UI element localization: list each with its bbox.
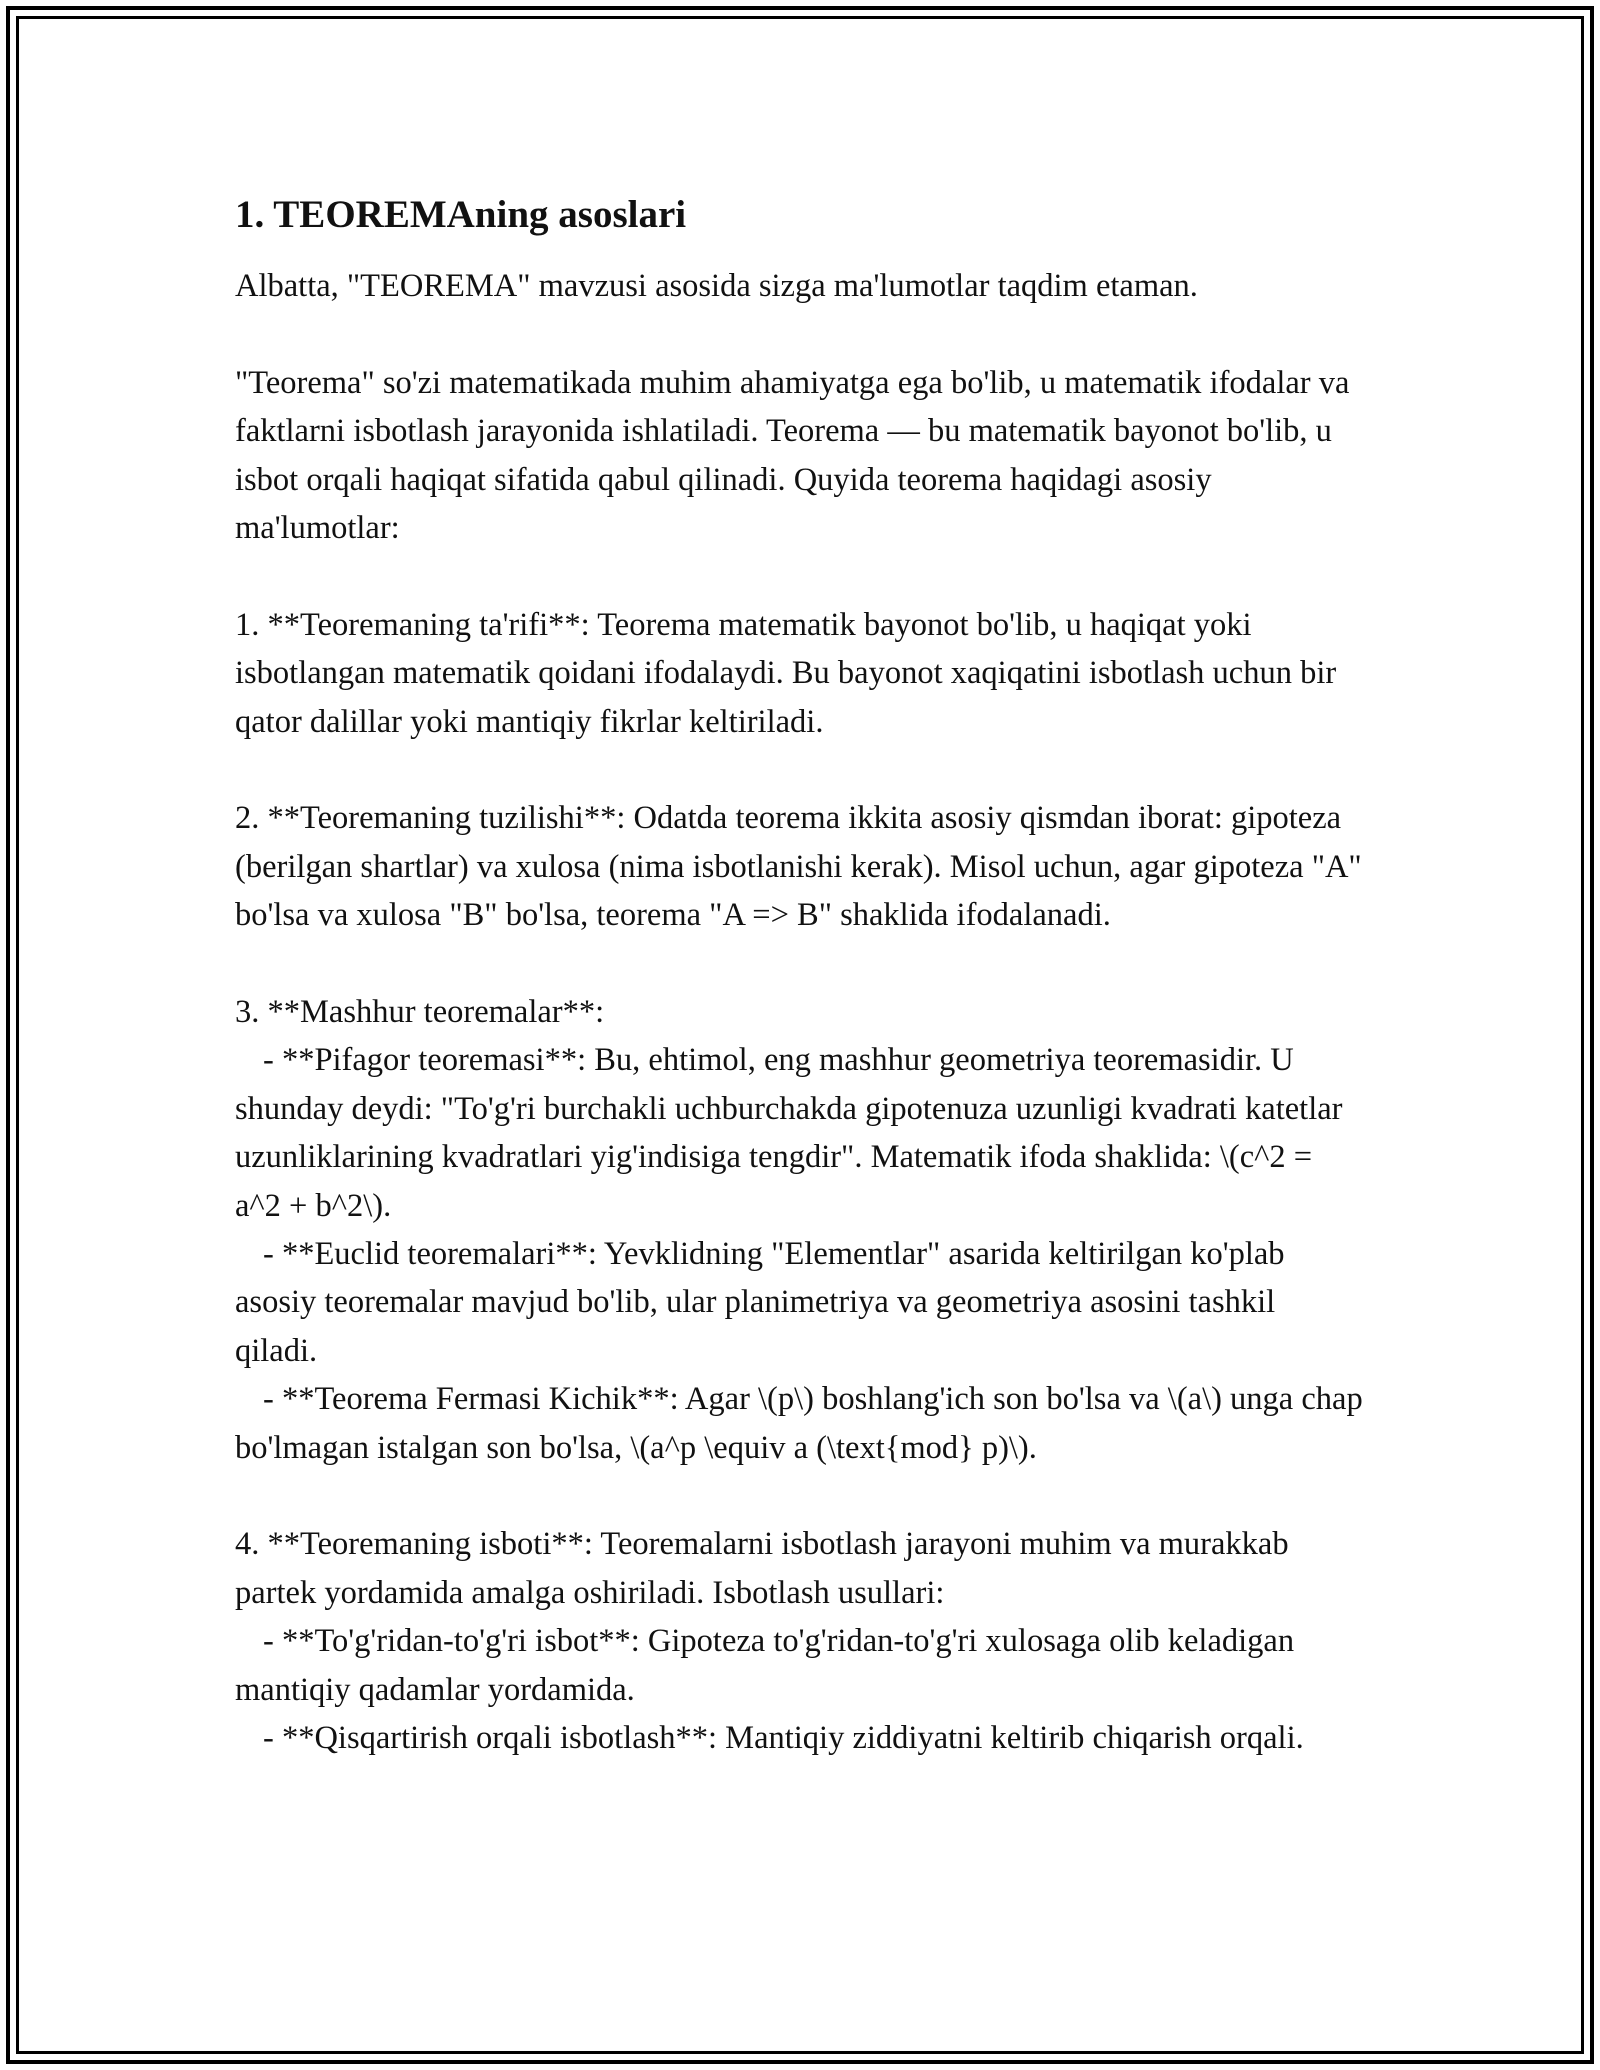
list-item-fermat: - **Teorema Fermasi Kichik**: Agar \(p\) boshlang'ich son bo'lsa va \(a\) unga chap bo'lmagan istalgan son bo'lsa, \(a^p \equiv a (\text{mod} p)\). xyxy=(235,1381,1363,1466)
document-heading: 1. TEOREMAning asoslari xyxy=(235,193,687,236)
paragraph-gap xyxy=(235,746,1365,794)
section-definition: 1. **Teoremaning ta'rifi**: Teorema matematik bayonot bo'lib, u haqiqat yoki isbotlangan matematik qoidani ifodalaydi. Bu bayonot xaqiqatini isbotlash uchun bir qator dalillar yoki mantiqiy fikrlar keltiriladi. xyxy=(235,606,1337,740)
paragraph-gap xyxy=(235,310,1365,358)
document-body xyxy=(235,188,1365,1763)
paragraph-gap xyxy=(235,1472,1365,1520)
list-item-direct-proof: - **To'g'ridan-to'g'ri isbot**: Gipoteza to'g'ridan-to'g'ri xulosaga olib keladigan mantiqiy qadamlar yordamida. xyxy=(235,1623,1295,1708)
list-item-contradiction-proof: - **Qisqartirish orqali isbotlash**: Mantiqiy ziddiyatni keltirib chiqarish orqali. xyxy=(263,1720,1304,1757)
list-item-euclid: - **Euclid teoremalari**: Yevklidning "Elementlar" asarida keltirilgan ko'plab asosiy teoremalar mavjud bo'lib, ular planimetriya va geometriya asosini tashkil qiladi. xyxy=(235,1236,1285,1369)
intro-paragraph: Albatta, "TEOREMA" mavzusi asosida sizga ma'lumotlar taqdim etaman. xyxy=(235,268,1198,304)
overview-paragraph: "Teorema" so'zi matematikada muhim ahamiyatga ega bo'lib, u matematik ifodalar va faktlarni isbotlash jarayonida ishlatiladi. Teorema — bu matematik bayonot bo'lib, u isbot orqali haqiqat sifatida qabul qilinadi. Quyida teorema haqidagi asosiy ma'lumotlar: xyxy=(235,364,1350,547)
list-item-pythagoras: - **Pifagor teoremasi**: Bu, ehtimol, eng mashhur geometriya teoremasidir. U shunday deydi: "To'g'ri burchakli uchburchakda gipotenuza uzunligi kvadrati katetlar uzunliklarining kvadratlari yig'indisiga tengdir". Matematik ifoda shaklida: \(c^2 = a^2 + b^2\). xyxy=(235,1042,1343,1224)
section-famous-theorems-title: 3. **Mashhur teoremalar**: xyxy=(235,994,605,1031)
section-proof-intro: 4. **Teoremaning isboti**: Teoremalarni isbotlash jarayoni muhim va murakkab partek yordamida amalga oshiriladi. Isbotlash usullari: xyxy=(235,1526,1289,1611)
paragraph-gap xyxy=(235,552,1365,600)
paragraph-gap xyxy=(235,940,1365,988)
section-structure: 2. **Teoremaning tuzilishi**: Odatda teorema ikkita asosiy qismdan iborat: gipoteza (berilgan shartlar) va xulosa (nima isbotlanishi kerak). Misol uchun, agar gipoteza "A" bo'lsa va xulosa "B" bo'lsa, teorema "A => B" shaklida ifodalanadi. xyxy=(235,800,1362,934)
